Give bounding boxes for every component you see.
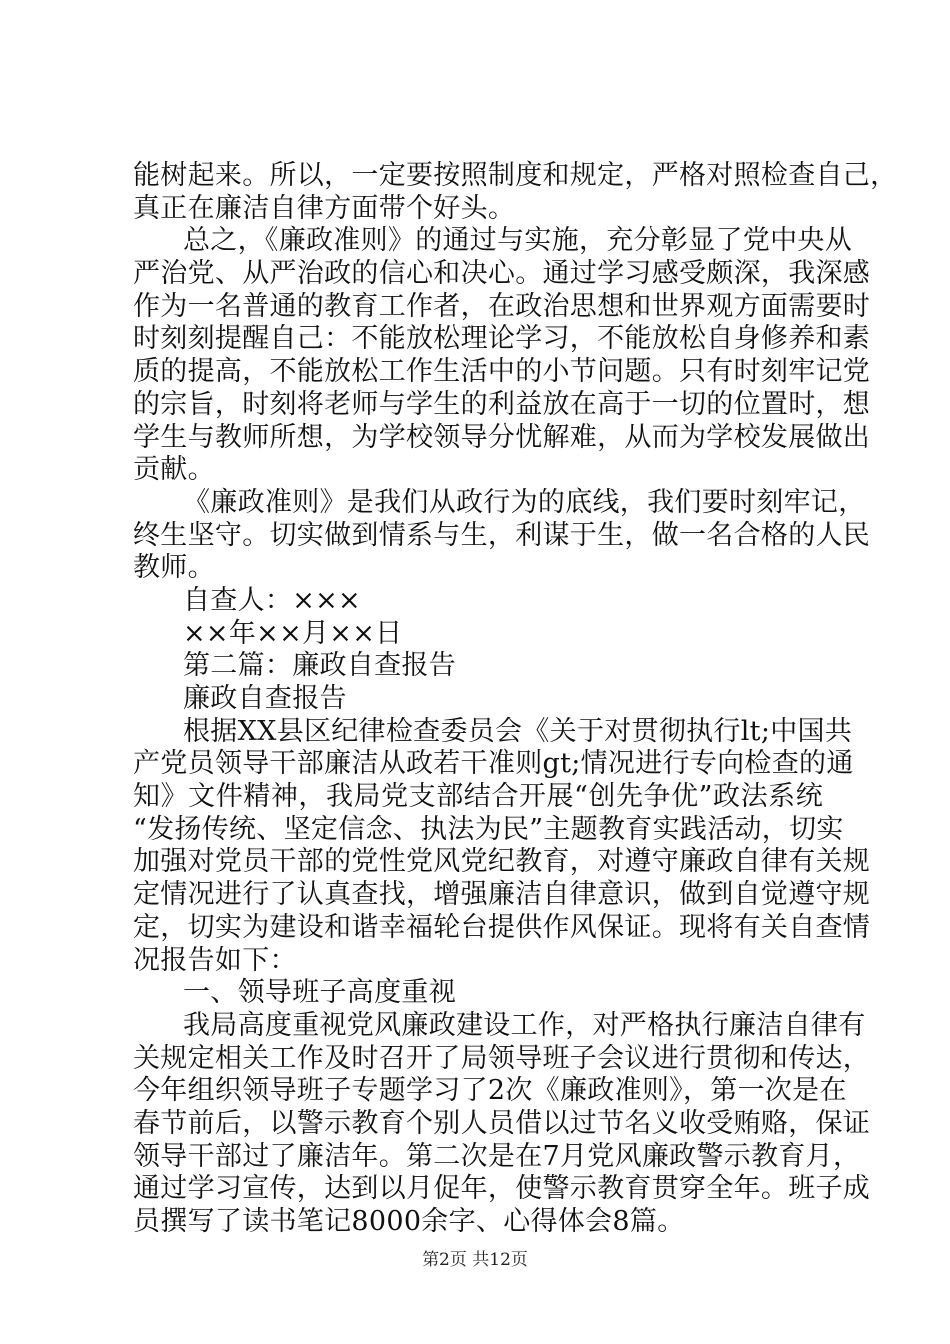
paragraph-start-line: 《廉政准则》是我们从政行为的底线，我们要时刻牢记， [183, 486, 866, 518]
text-line: 知》文件精神，我局党支部结合开展“创先争优”政法系统 [133, 781, 823, 813]
text-line: 况报告如下： [133, 944, 297, 976]
date-line: ××年××月××日 [183, 617, 403, 649]
text-line: 贡献。 [133, 454, 215, 486]
text-line: 质的提高，不能放松工作生活中的小节问题。只有时刻牢记党 [133, 356, 871, 388]
text-line: “发扬传统、坚定信念、执法为民”主题教育实践活动，切实 [133, 813, 844, 845]
subsection-heading: 一、领导班子高度重视 [183, 977, 456, 1009]
text-line: 定情况进行了认真查找，增强廉洁自律意识，做到自觉遵守规 [133, 879, 871, 911]
text-line: 员撰写了读书笔记8000余字、心得体会8篇。 [133, 1206, 685, 1237]
text-line: 终生坚守。切实做到情系与生，利谋于生，做一名合格的人民 [133, 519, 871, 551]
text-line: 加强对党员干部的党性党风党纪教育，对遵守廉政自律有关规 [133, 846, 871, 878]
paragraph-start-line: 总之，《廉政准则》的通过与实施，充分彰显了党中央从 [183, 225, 852, 257]
text-line: 今年组织领导班子专题学习了2次《廉政准则》，第一次是在 [133, 1075, 847, 1107]
section-heading: 第二篇：廉政自查报告 [183, 650, 456, 682]
text-line: 时刻刻提醒自己：不能放松理论学习，不能放松自身修养和素 [133, 323, 871, 355]
page-number: 第2页 共12页 [422, 1250, 528, 1270]
paragraph-start-line: 我局高度重视党风廉政建设工作，对严格执行廉洁自律有 [183, 1009, 866, 1041]
paragraph-start-line: 根据XX县区纪律检查委员会《关于对贯彻执行lt;中国共 [183, 715, 853, 747]
text-line: 学生与教师所想，为学校领导分忧解难，从而为学校发展做出 [133, 421, 871, 453]
text-line: 定，切实为建设和谐幸福轮台提供作风保证。现将有关自查情 [133, 911, 871, 943]
text-line: 关规定相关工作及时召开了局领导班子会议进行贯彻和传达， [133, 1042, 871, 1074]
text-line: 教师。 [133, 552, 215, 584]
text-line: 能树起来。所以，一定要按照制度和规定，严格对照检查自己， [133, 160, 898, 191]
signature-line: 自查人：××× [183, 584, 361, 616]
document-body [133, 160, 898, 1239]
text-line: 严治党、从严治政的信心和决心。通过学习感受颇深，我深感 [133, 258, 871, 290]
text-line: 通过学习宣传，达到以月促年，使警示教育贯穿全年。班子成 [133, 1173, 871, 1205]
text-line: 产党员领导干部廉洁从政若干准则gt;情况进行专向检查的通 [133, 748, 854, 780]
text-line: 领导干部过了廉洁年。第二次是在7月党风廉政警示教育月， [133, 1140, 861, 1172]
text-line: 春节前后，以警示教育个别人员借以过节名义收受贿赂，保证 [133, 1107, 871, 1139]
text-line: 的宗旨，时刻将老师与学生的利益放在高于一切的位置时，想 [133, 388, 871, 420]
text-line: 真正在廉洁自律方面带个好头。 [133, 192, 516, 224]
report-title: 廉政自查报告 [183, 683, 347, 714]
text-line: 作为一名普通的教育工作者，在政治思想和世界观方面需要时 [133, 290, 871, 322]
